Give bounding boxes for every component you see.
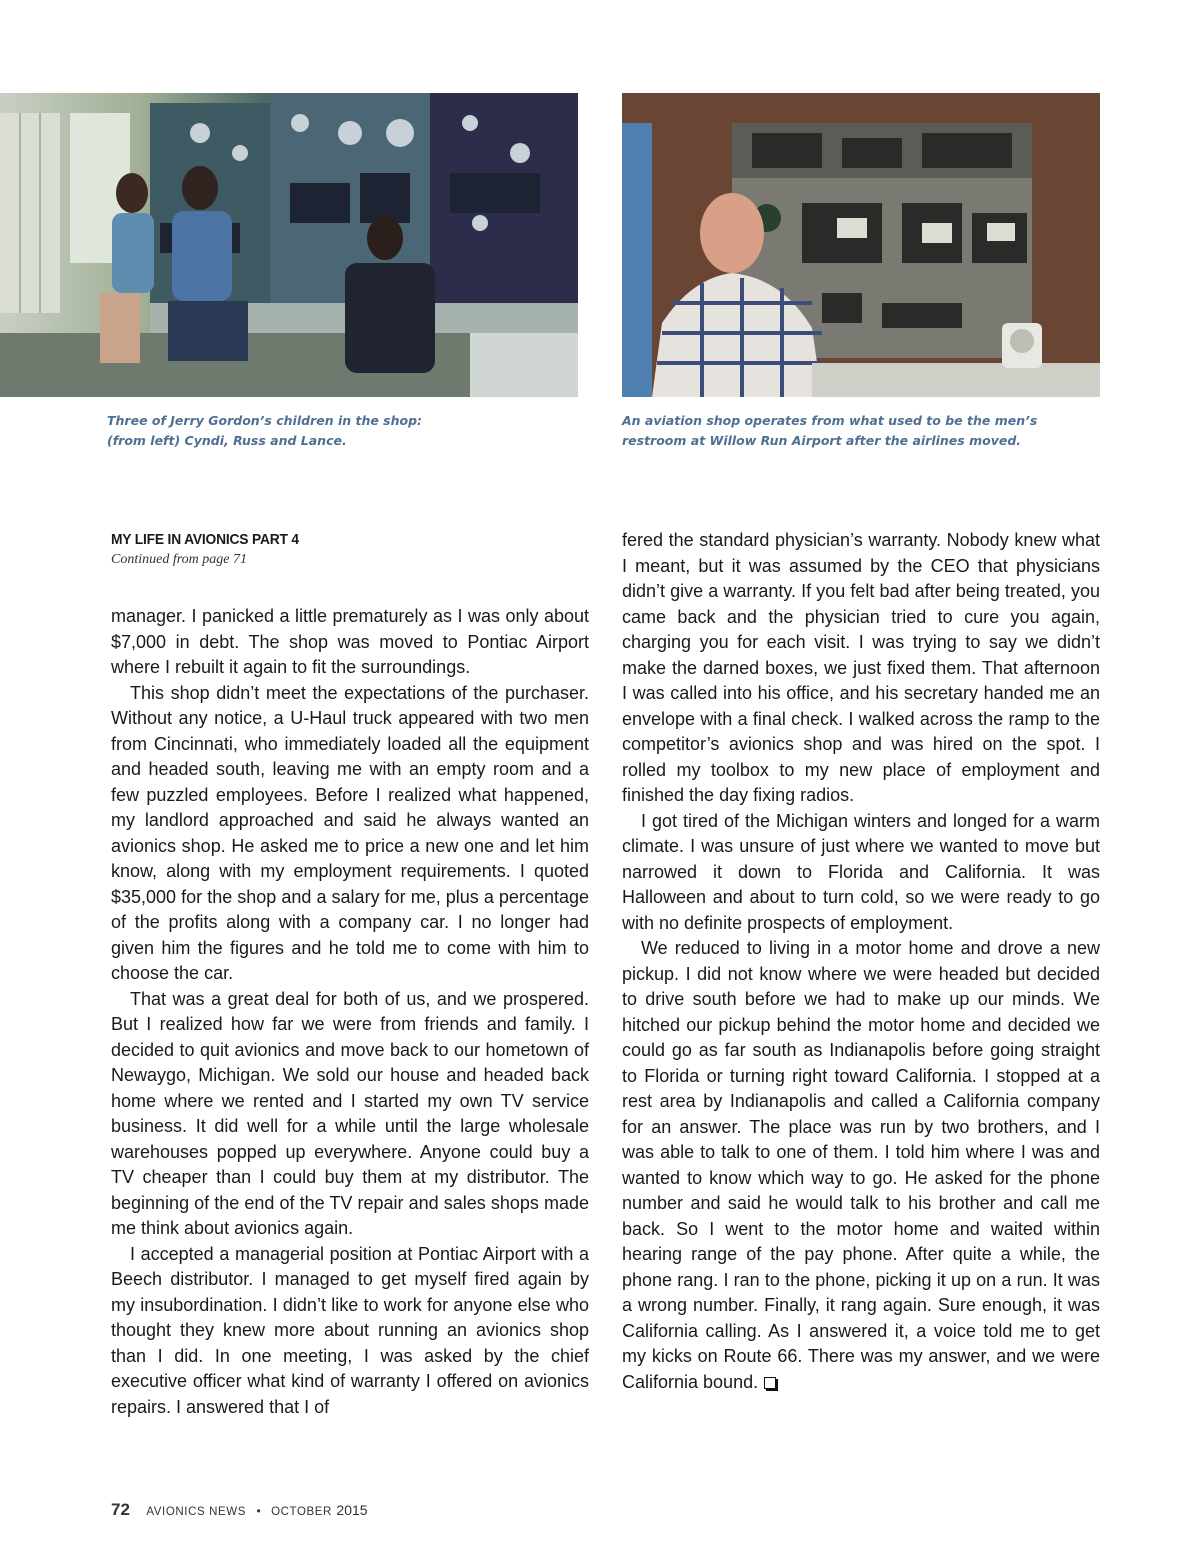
continued-from-note: Continued from page 71 bbox=[111, 552, 247, 567]
caption-line: (from left) Cyndi, Russ and Lance. bbox=[107, 433, 347, 448]
paragraph: manager. I panicked a little prematurely as I was only about $7,000 in debt. The shop was moved to Pontiac Airport where I rebuilt it again to fit the surroundings. bbox=[111, 606, 589, 677]
paragraph: I got tired of the Michigan winters and longed for a warm climate. I was unsure of just where we wanted to move but narrowed it down to Florida and California. It was Halloween and about to turn cold, so we were ready to go with no definite prospects of employment. bbox=[622, 810, 1100, 933]
section-title: MY LIFE IN AVIONICS PART 4 bbox=[111, 531, 299, 548]
page-number: 72 bbox=[111, 1500, 130, 1519]
paragraph: I accepted a managerial position at Pontiac Airport with a Beech distributor. I managed to get myself fired again by my insubordination. I didn’t like to work for anyone else who thought they knew more about running an avionics shop than I did. In one meeting, I was asked by the chief executive officer what kind of warranty I offered on avionics repairs. I answered that I of bbox=[111, 1243, 589, 1417]
paragraph: This shop didn’t meet the expectations of the purchaser. Without any notice, a U-Haul truck appeared with two men from Cincinnati, who immediately loaded all the equipment and headed south, leaving me with an empty room and a few puzzled employees. Before I realized what happened, my landlord approached and said he always wanted an avionics shop. He asked me to price a new one and let him know, along with my employment requirements. I quoted $35,000 for the shop and a salary for me, plus a percentage of the profits along with a company car. I no longer had given him the figures and he told me to come with him to choose the car. bbox=[111, 682, 589, 983]
page-footer bbox=[111, 1500, 368, 1520]
article-heading bbox=[111, 530, 315, 569]
caption-line: An aviation shop operates from what used to be the men’s bbox=[622, 413, 1038, 428]
article-column-right bbox=[622, 528, 1100, 1395]
caption-line: restroom at Willow Run Airport after the airlines moved. bbox=[622, 433, 1022, 448]
footer-separator: • bbox=[256, 1504, 261, 1518]
photo-children-in-shop bbox=[0, 93, 578, 397]
paragraph-text: We reduced to living in a motor home and drove a new pickup. I did not know where we were headed but decided to drive south before we had to make up our minds. We hitched our pickup behind the motor home and decided we could go as far south as Indianapolis before going straight to Florida or turning right toward California. I stopped at a rest area by Indianapolis and called a California company for an answer. The place was run by two brothers, and I was able to talk to one of them. I told him where I was and wanted to know which way to go. He asked for the phone number and said he would talk to his brother and call me back. So I went to the motor home and waited within hearing range of the pay phone. After quite a while, the phone rang. I ran to the phone, picking it up on a run. It was a wrong number. Finally, it rang again. Sure enough, it was California calling. As I answered it, a voice told me to get my kicks on Route 66. There was my answer, and we were California bound. bbox=[622, 938, 1100, 1392]
issue-month: OCTOBER bbox=[271, 1506, 332, 1518]
end-of-article-icon bbox=[764, 1377, 776, 1389]
paragraph: That was a great deal for both of us, and we prospered. But I realized how far we were from friends and family. I decided to quit avionics and move back to our hometown of Newaygo, Michigan. We sold our house and headed back home where we rented and I started my own TV service business. It did well for a while until the large wholesale warehouses popped up everywhere. Anyone could buy a TV cheaper than I could buy them at my distributor. The beginning of the end of the TV repair and sales shops made me think about avionics again. bbox=[111, 988, 589, 1238]
photo-caption-right bbox=[622, 411, 1082, 451]
photo-man-at-bench bbox=[622, 93, 1100, 397]
issue-year: 2015 bbox=[336, 1502, 368, 1518]
paragraph: fered the standard physician’s warranty. Nobody knew what I meant, but it was assumed by the CEO that physicians didn’t give a warranty. If you felt bad after being treated, you came back and the physician tried to cure you again, charging you for each visit. I was trying to say we didn’t make the darned boxes, we just fixed them. That afternoon I was called into his office, and his secretary handed me an envelope with a final check. I walked across the ramp to the competitor’s avionics shop and was hired on the spot. I rolled my toolbox to my new place of employment and finished the day fixing radios. bbox=[622, 530, 1100, 805]
publication-name: AVIONICS NEWS bbox=[146, 1506, 246, 1518]
photo-caption-left bbox=[107, 411, 527, 451]
caption-line: Three of Jerry Gordon’s children in the shop: bbox=[107, 413, 423, 428]
article-column-left bbox=[111, 604, 589, 1420]
paragraph-final bbox=[622, 936, 1100, 1395]
